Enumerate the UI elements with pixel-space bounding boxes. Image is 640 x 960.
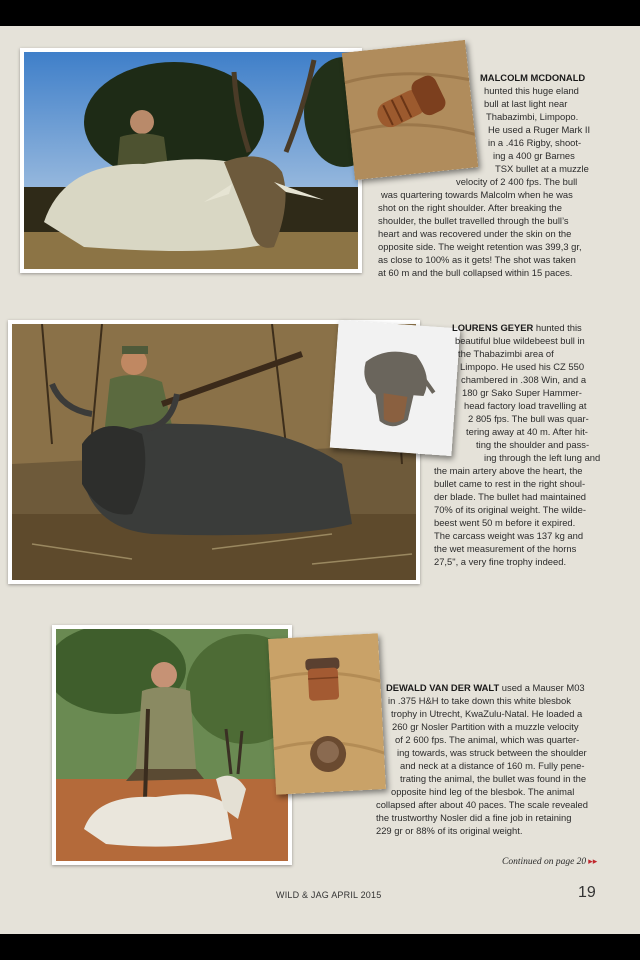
story-line: 27,5", a very fine trophy indeed. <box>434 556 567 567</box>
story-line: 260 gr Nosler Partition with a muzzle velocity <box>392 721 579 732</box>
recovered-nosler-bullet-photo <box>268 633 386 795</box>
story-line: the main artery above the heart, the <box>434 465 583 476</box>
story-line: heart and was recovered under the skin on the <box>378 228 572 239</box>
story-line: ing through the left lung and <box>484 452 601 463</box>
story-line: tering away at 40 m. After hit- <box>466 426 588 437</box>
story-line: the wet measurement of the horns <box>434 543 577 554</box>
story-line: chambered in .308 Win, and a <box>461 374 587 385</box>
story-line: opposite hind leg of the blesbok. The animal <box>391 786 575 797</box>
story-line: 70% of its original weight. The wilde- <box>434 504 586 515</box>
story-line: der blade. The bullet had maintained <box>434 491 587 502</box>
story-line: in a .416 Rigby, shoot- <box>488 137 582 148</box>
story-name: DEWALD VAN DER WALT <box>386 682 500 693</box>
story-first-line <box>452 321 582 334</box>
story-line: Limpopo. He used his CZ 550 <box>460 361 585 372</box>
story-line: 2 805 fps. The bull was quar- <box>468 413 589 424</box>
page-number: 19 <box>578 884 596 901</box>
story-line: Thabazimbi, Limpopo. <box>486 111 579 122</box>
story-line: 180 gr Sako Super Hammer- <box>462 387 582 398</box>
story-line: ing a 400 gr Barnes <box>493 150 575 161</box>
recovered-barnes-bullet-photo <box>342 40 479 180</box>
story-name: LOURENS GEYER <box>452 322 534 333</box>
top-status-bar <box>0 0 640 26</box>
story-line: beest went 50 m before it expired. <box>434 517 576 528</box>
story-line: head factory load travelling at <box>464 400 587 411</box>
story-line: ing towards, was struck between the shoulder <box>397 747 587 758</box>
story-line: He used a Ruger Mark II <box>488 124 591 135</box>
story-first-line <box>386 681 585 694</box>
story-line: trating the animal, the bullet was found in the <box>400 773 587 784</box>
story-name: MALCOLM MCDONALD <box>480 72 586 83</box>
story-line: the trustworthy Nosler did a fine job in retaining <box>376 812 572 823</box>
continued-text: Continued on page 20 <box>502 857 587 867</box>
blesbok-hunter-photo <box>52 625 292 865</box>
magazine-page <box>0 26 640 934</box>
story-line: bullet came to rest in the right shoul- <box>434 478 586 489</box>
magazine-footer: WILD & JAG APRIL 2015 <box>276 890 382 900</box>
story-line: beautiful blue wildebeest bull in <box>455 335 585 346</box>
eland-hunter-photo <box>20 48 362 273</box>
story-line: hunted this huge eland <box>484 85 579 96</box>
story-line: shot on the right shoulder. After breaking the <box>378 202 562 213</box>
story-line: The carcass weight was 137 kg and <box>434 530 584 541</box>
story-line: of 2 600 fps. The animal, which was quarter- <box>395 734 580 745</box>
story-line: opposite side. The weight retention was 399,3 gr, <box>378 241 582 252</box>
story-line: trophy in Utrecht, KwaZulu-Natal. He loaded a <box>391 708 583 719</box>
story-line: in .375 H&H to take down this white blesbok <box>388 695 571 706</box>
continued-link[interactable] <box>502 856 597 867</box>
story-line: at 60 m and the bull collapsed within 15 paces. <box>378 267 573 278</box>
story-line: was quartering towards Malcolm when he was <box>381 189 573 200</box>
story-line: 229 gr or 88% of its original weight. <box>376 825 523 836</box>
story-line: ting the shoulder and pass- <box>476 439 590 450</box>
story-line: bull at last light near <box>484 98 568 109</box>
story-line: shoulder, the bullet travelled through the bull’s <box>378 215 569 226</box>
story-first-line-rest: used a Mauser M03 <box>499 682 585 693</box>
story-line: collapsed after about 40 paces. The scale revealed <box>376 799 588 810</box>
recovered-sako-bullet-photo <box>330 320 461 456</box>
story-line: and neck at a distance of 160 m. Fully pene- <box>400 760 585 771</box>
story-line: the Thabazimbi area of <box>458 348 554 359</box>
bottom-navigation-bar <box>0 934 640 960</box>
double-arrow-icon: ▸▸ <box>588 856 598 866</box>
story-line: as close to 100% as it gets! The shot was taken <box>378 254 576 265</box>
story-line: TSX bullet at a muzzle <box>495 163 589 174</box>
story-line: velocity of 2 400 fps. The bull <box>456 176 578 187</box>
story-first-line-rest: hunted this <box>533 322 582 333</box>
